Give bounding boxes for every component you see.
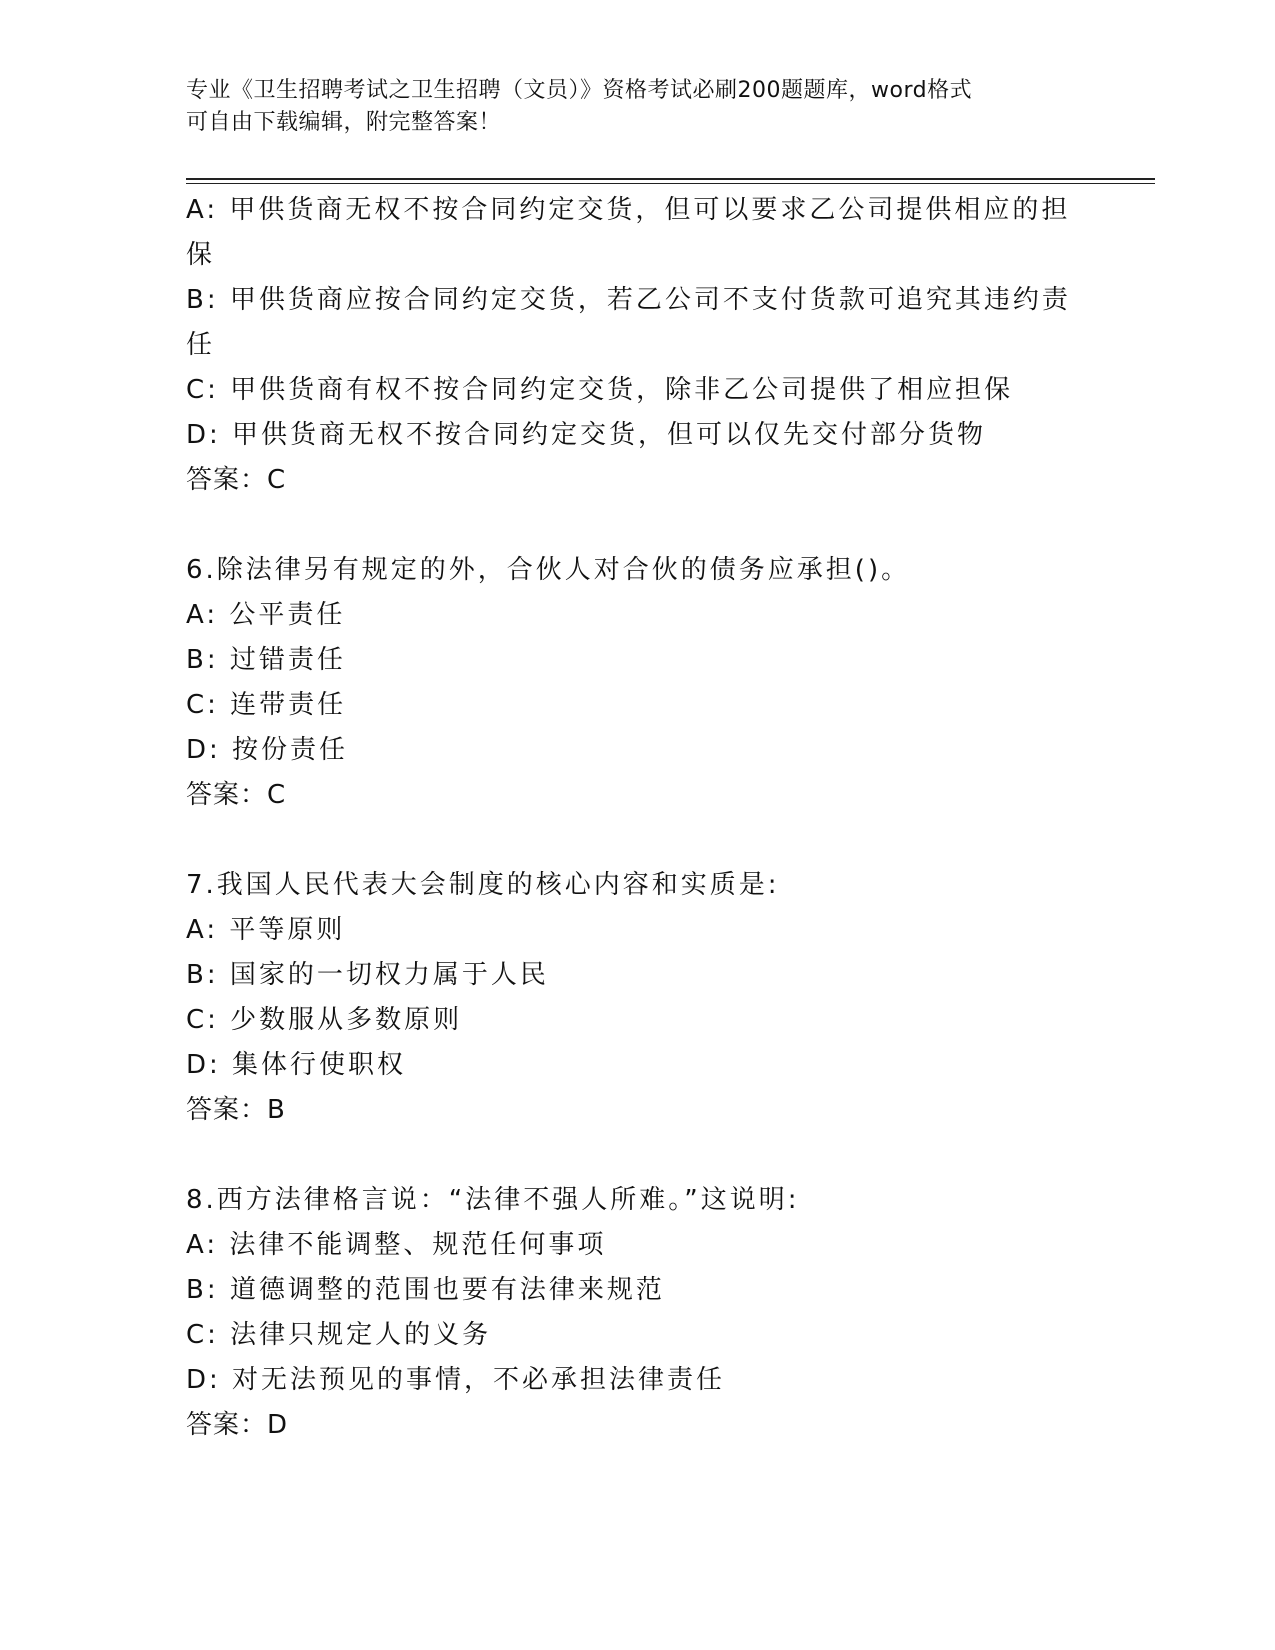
- answer: 答案：B: [186, 1095, 286, 1125]
- option-b: B: 过错责任: [186, 645, 346, 675]
- option-a-line-2: 保: [186, 240, 216, 270]
- question-stem: 7.我国人民代表大会制度的核心内容和实质是:: [186, 870, 780, 900]
- option-c: C: 甲供货商有权不按合同约定交货，除非乙公司提供了相应担保: [186, 375, 1014, 405]
- option-d: D: 按份责任: [186, 735, 349, 765]
- document-header: [186, 75, 1066, 139]
- option-b: B: 国家的一切权力属于人民: [186, 960, 549, 990]
- option-a: A: 平等原则: [186, 915, 346, 945]
- option-c: C: 连带责任: [186, 690, 347, 720]
- header-title-line-1: 专业《卫生招聘考试之卫生招聘（文员）》资格考试必刷200题题库，word格式: [186, 78, 973, 103]
- question-list: [186, 188, 1086, 1448]
- spacer: [186, 1133, 1086, 1178]
- option-d: D: 集体行使职权: [186, 1050, 407, 1080]
- option-a-line-1: A: 甲供货商无权不按合同约定交货，但可以要求乙公司提供相应的担: [186, 195, 1071, 225]
- option-a: A: 法律不能调整、规范任何事项: [186, 1230, 607, 1260]
- option-c: C: 少数服从多数原则: [186, 1005, 463, 1035]
- option-a: A: 公平责任: [186, 600, 346, 630]
- question-6: [186, 548, 1086, 818]
- option-c: C: 法律只规定人的义务: [186, 1320, 492, 1350]
- question-5-partial: [186, 188, 1086, 503]
- option-b-line-1: B: 甲供货商应按合同约定交货，若乙公司不支付货款可追究其违约责: [186, 285, 1071, 315]
- spacer: [186, 503, 1086, 548]
- question-7: [186, 863, 1086, 1133]
- option-d: D: 对无法预见的事情，不必承担法律责任: [186, 1365, 726, 1395]
- option-b: B: 道德调整的范围也要有法律来规范: [186, 1275, 665, 1305]
- question-stem: 6.除法律另有规定的外，合伙人对合伙的债务应承担()。: [186, 555, 911, 585]
- header-divider-thick: [186, 178, 1155, 180]
- header-title-line-2: 可自由下载编辑，附完整答案！: [186, 110, 502, 135]
- question-stem: 8.西方法律格言说：“法律不强人所难。”这说明:: [186, 1185, 800, 1215]
- option-d: D: 甲供货商无权不按合同约定交货，但可以仅先交付部分货物: [186, 420, 987, 450]
- header-divider-thin: [186, 183, 1155, 184]
- spacer: [186, 818, 1086, 863]
- option-b-line-2: 任: [186, 330, 216, 360]
- answer: 答案：D: [186, 1410, 289, 1440]
- answer: 答案：C: [186, 465, 287, 495]
- question-8: [186, 1178, 1086, 1448]
- answer: 答案：C: [186, 780, 287, 810]
